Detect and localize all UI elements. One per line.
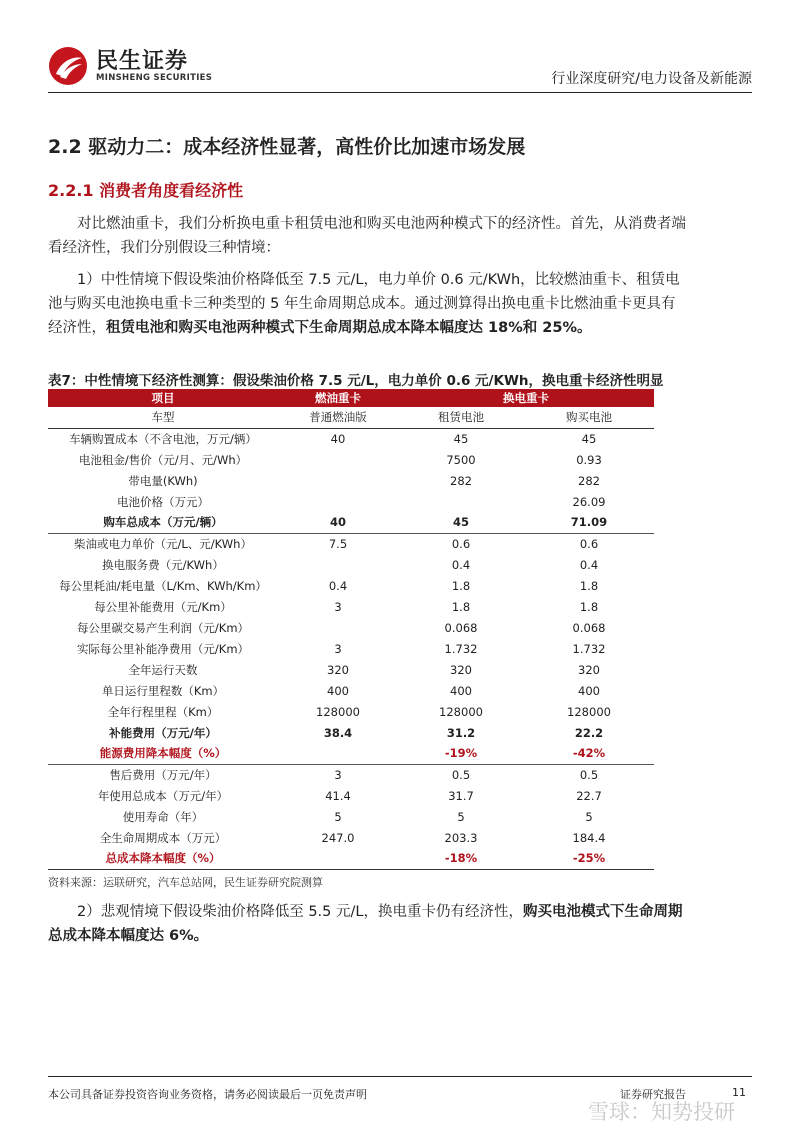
table-row [48, 428, 654, 449]
table-row [48, 638, 654, 659]
table-cell: 22.2 [574, 725, 604, 740]
table-cell: 41.4 [325, 788, 351, 803]
table-row [48, 848, 654, 869]
table-cell: 400 [327, 683, 349, 698]
table-cell: 320 [578, 662, 600, 677]
section-heading: 2.2 驱动力二：成本经济性显著，高性价比加速市场发展 [48, 136, 526, 158]
table-cell: 3 [334, 599, 342, 614]
header-cell-item: 项目 [48, 389, 278, 407]
table-row [48, 701, 654, 722]
table-cell: 使用寿命（年） [122, 809, 204, 824]
page-number: 11 [732, 1086, 746, 1099]
table-cell: 0.93 [576, 452, 602, 467]
table-row [48, 470, 654, 491]
table-cell: 45 [453, 431, 469, 446]
table-cell: 40 [330, 431, 346, 446]
minsheng-logo-icon [48, 46, 88, 86]
table-row [48, 596, 654, 617]
table-cell: 全年行程里程（Km） [107, 704, 219, 719]
table-cell: 3 [334, 767, 342, 782]
table-cell: 5 [457, 809, 465, 824]
table-cell [278, 743, 398, 764]
pessimistic-scenario-paragraph [48, 900, 688, 948]
table-cell [278, 449, 398, 470]
economics-table [48, 389, 654, 870]
table-cell: 0.068 [572, 620, 606, 635]
table-cell: 购车总成本（万元/辆） [48, 512, 278, 533]
table-cell: 0.6 [451, 536, 471, 551]
table-cell [278, 848, 398, 869]
table-cell: -19% [398, 743, 524, 764]
table-cell [278, 491, 398, 512]
header-cell-swap-truck: 换电重卡 [398, 389, 654, 407]
table-cell: 31.2 [446, 725, 476, 740]
logo-text-cn: 民生证券 [96, 49, 189, 74]
table-cell: 5 [334, 809, 342, 824]
page-header [0, 0, 800, 96]
intro-paragraph [48, 212, 688, 260]
neutral-scenario-highlight: 租赁电池和购买电池两种模式下生命周期总成本降本幅度达 18%和 25%。 [106, 320, 592, 336]
table-row [48, 491, 654, 512]
table-cell: 22.7 [576, 788, 602, 803]
table-cell: 单日运行里程数（Km） [101, 683, 225, 698]
table-cell: 400 [450, 683, 472, 698]
table-cell: 柴油或电力单价（元/L、元/KWh） [74, 536, 252, 551]
table-row [48, 617, 654, 638]
table-row [48, 785, 654, 806]
table-cell: 0.4 [328, 578, 348, 593]
subheader-cell: 租赁电池 [398, 407, 524, 428]
subheader-cell: 车型 [48, 407, 278, 428]
table-cell: 全年运行天数 [128, 662, 198, 677]
table-cell [278, 554, 398, 575]
table-cell: 每公里补能费用（元/Km） [94, 599, 232, 614]
neutral-scenario-text: 1）中性情境下假设柴油价格降低至 7.5 元/L，电力单价 0.6 元/KWh，比较燃油重卡、租赁电池与购买电池换电重卡三种类型的 5 年生命周期总成本。通过测算得出换电重卡比燃油重卡更具有经济性， [48, 272, 680, 336]
table-row [48, 680, 654, 701]
table-cell: 282 [578, 473, 600, 488]
table-cell: 282 [450, 473, 472, 488]
table-cell: 7.5 [328, 536, 348, 551]
footer-disclaimer: 本公司具备证券投资咨询业务资格，请务必阅读最后一页免责声明 [48, 1088, 367, 1101]
table-cell: 能源费用降本幅度（%） [48, 743, 278, 764]
footer-divider [48, 1076, 752, 1077]
table-cell: 5 [585, 809, 593, 824]
table-cell: 0.4 [451, 557, 471, 572]
table-cell: 26.09 [572, 494, 606, 509]
table-cell: 1.732 [572, 641, 606, 656]
table-cell: 带电量(KWh) [128, 473, 198, 488]
subheader-cell: 购买电池 [524, 407, 654, 428]
table-cell: 3 [334, 641, 342, 656]
table-cell: 1.732 [444, 641, 478, 656]
table-cell: -42% [524, 743, 654, 764]
table-cell: 0.4 [579, 557, 599, 572]
table-cell: 0.068 [444, 620, 478, 635]
table-cell: 0.5 [579, 767, 599, 782]
table-cell: 年使用总成本（万元/年） [97, 788, 229, 803]
table-cell [278, 617, 398, 638]
table-cell: 每公里碳交易产生利润（元/Km） [76, 620, 250, 635]
table-cell: 38.4 [323, 725, 353, 740]
table-cell: 全生命周期成本（万元） [99, 830, 227, 845]
report-category: 行业深度研究/电力设备及新能源 [551, 71, 752, 87]
table-cell: 换电服务费（元/KWh） [102, 557, 224, 572]
table-cell: 247.0 [321, 830, 355, 845]
table-row [48, 764, 654, 785]
table-source: 资料来源：运联研究，汽车总站网，民生证券研究院测算 [48, 876, 323, 889]
table-cell: 0.5 [451, 767, 471, 782]
neutral-scenario-paragraph [48, 268, 688, 340]
table-row [48, 554, 654, 575]
table-cell: 40 [278, 512, 398, 533]
table-cell: 400 [578, 683, 600, 698]
table-cell: 0.6 [579, 536, 599, 551]
table-cell: 128000 [316, 704, 360, 719]
subheader-cell: 普通燃油版 [278, 407, 398, 428]
table-row [48, 806, 654, 827]
table-row [48, 659, 654, 680]
table-cell: 每公里耗油/耗电量（L/Km、KWh/Km） [59, 578, 267, 593]
table-cell: -18% [398, 848, 524, 869]
table-cell: 128000 [439, 704, 483, 719]
subsection-heading: 2.2.1 消费者角度看经济性 [48, 181, 244, 200]
table-row [48, 575, 654, 596]
table-cell: 实际每公里补能净费用（元/Km） [76, 641, 250, 656]
table-cell: 1.8 [451, 578, 471, 593]
watermark: 雪球：知势投研 [588, 1100, 735, 1124]
table-cell: 45 [581, 431, 597, 446]
table-cell: 45 [398, 512, 524, 533]
table-cell: 总成本降本幅度（%） [48, 848, 278, 869]
table-row [48, 743, 654, 764]
table-cell: 补能费用（万元/年） [109, 725, 217, 740]
pessimistic-scenario-highlight: 购买电池模式下生命周期总成本降本幅度达 6%。 [48, 904, 683, 944]
table-cell: 203.3 [444, 830, 478, 845]
table-cell: -25% [524, 848, 654, 869]
table-cell [278, 470, 398, 491]
table-cell: 1.8 [579, 599, 599, 614]
table-cell: 31.7 [448, 788, 474, 803]
table-cell: 184.4 [572, 830, 606, 845]
table-cell: 320 [327, 662, 349, 677]
pessimistic-scenario-text: 2）悲观情境下假设柴油价格降低至 5.5 元/L，换电重卡仍有经济性， [77, 904, 523, 920]
table-row [48, 722, 654, 743]
footer-report-type: 证券研究报告 [620, 1088, 686, 1101]
table-row [48, 533, 654, 554]
header-divider [48, 92, 752, 93]
table-subheader-row [48, 407, 654, 428]
table-cell: 售后费用（万元/年） [109, 767, 217, 782]
logo-text-en: MINSHENG SECURITIES [96, 73, 213, 83]
table-cell: 电池价格（万元） [117, 494, 209, 509]
header-cell-fuel-truck: 燃油重卡 [278, 389, 398, 407]
table-cell: 7500 [446, 452, 476, 467]
intro-text: 对比燃油重卡，我们分析换电重卡租赁电池和购买电池两种模式下的经济性。首先，从消费者端看经济性，我们分别假设三种情境： [48, 216, 686, 256]
table-header-row [48, 389, 654, 407]
table-row [48, 827, 654, 848]
table-cell: 车辆购置成本（不含电池，万元/辆） [69, 431, 257, 446]
table-cell: 1.8 [579, 578, 599, 593]
table-cell: 128000 [567, 704, 611, 719]
table-cell: 1.8 [451, 599, 471, 614]
table-cell: 320 [450, 662, 472, 677]
table-cell: 电池租金/售价（元/月、元/Wh） [78, 452, 248, 467]
table-cell [398, 491, 524, 512]
table-row [48, 449, 654, 470]
table-cell: 71.09 [524, 512, 654, 533]
table-caption: 表7：中性情境下经济性测算：假设柴油价格 7.5 元/L，电力单价 0.6 元/KWh，换电重卡经济性明显 [48, 373, 664, 389]
table-row [48, 512, 654, 533]
